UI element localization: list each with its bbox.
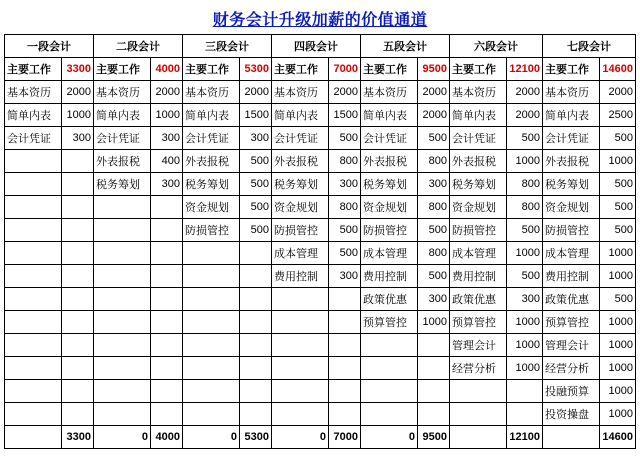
cell-value-c4-r1: 7000 <box>329 58 361 81</box>
cell-label-c6-r9: 成本管理 <box>450 242 507 265</box>
cell-empty <box>183 403 240 426</box>
table-row <box>5 288 636 311</box>
cell-empty <box>94 311 151 334</box>
column-header-1: 一段会计 <box>5 35 94 58</box>
cell-label-c1-r3: 简单内表 <box>5 104 62 127</box>
cell-empty <box>5 334 62 357</box>
cell-empty <box>272 311 329 334</box>
cell-value-c6-r9: 1000 <box>507 242 543 265</box>
cell-empty <box>450 380 507 403</box>
cell-empty <box>418 380 450 403</box>
cell-value-c4-r2: 2000 <box>329 81 361 104</box>
cell-empty <box>240 265 272 288</box>
cell-label-c7-r10: 费用控制 <box>543 265 600 288</box>
cell-value-c7-r3: 2500 <box>600 104 636 127</box>
column-header-4: 四段会计 <box>272 35 361 58</box>
cell-value-c7-r16: 1000 <box>600 403 636 426</box>
cell-label-c2-r6: 税务筹划 <box>94 173 151 196</box>
cell-value-c2-r6: 300 <box>151 173 183 196</box>
cell-empty <box>450 403 507 426</box>
cell-label-c7-r11: 政策优惠 <box>543 288 600 311</box>
title-bar <box>0 0 640 34</box>
cell-label-c7-r9: 成本管理 <box>543 242 600 265</box>
total-zero-1: 0 <box>94 426 151 449</box>
cell-value-c5-r6: 300 <box>418 173 450 196</box>
cell-empty <box>5 196 62 219</box>
table-total-row <box>5 426 636 449</box>
cell-value-c7-r8: 500 <box>600 219 636 242</box>
table-row <box>5 242 636 265</box>
cell-label-c3-r1: 主要工作 <box>183 58 240 81</box>
cell-label-c7-r2: 基本资历 <box>543 81 600 104</box>
cell-value-c3-r6: 500 <box>240 173 272 196</box>
cell-empty <box>94 357 151 380</box>
cell-value-c3-r3: 1500 <box>240 104 272 127</box>
cell-empty <box>62 265 94 288</box>
cell-value-c3-r1: 5300 <box>240 58 272 81</box>
cell-value-c7-r13: 1000 <box>600 334 636 357</box>
cell-empty <box>329 380 361 403</box>
table-row <box>5 150 636 173</box>
cell-label-c4-r8: 防损管控 <box>272 219 329 242</box>
cell-label-c2-r3: 简单内表 <box>94 104 151 127</box>
column-header-7: 七段会计 <box>543 35 636 58</box>
cell-empty <box>151 334 183 357</box>
cell-label-c5-r2: 基本资历 <box>361 81 418 104</box>
cell-empty <box>329 311 361 334</box>
cell-label-c6-r1: 主要工作 <box>450 58 507 81</box>
cell-value-c4-r3: 1500 <box>329 104 361 127</box>
column-header-6: 六段会计 <box>450 35 543 58</box>
cell-empty <box>183 334 240 357</box>
cell-label-c5-r7: 资金规划 <box>361 196 418 219</box>
cell-value-c5-r2: 2000 <box>418 81 450 104</box>
cell-empty <box>62 150 94 173</box>
cell-empty <box>183 288 240 311</box>
total-value-c3: 5300 <box>240 426 272 449</box>
cell-value-c7-r5: 1000 <box>600 150 636 173</box>
cell-empty <box>62 196 94 219</box>
cell-empty <box>5 173 62 196</box>
cell-label-c5-r12: 预算管控 <box>361 311 418 334</box>
cell-empty <box>240 334 272 357</box>
table-row <box>5 196 636 219</box>
cell-empty <box>62 311 94 334</box>
table-row <box>5 219 636 242</box>
cell-value-c7-r9: 1000 <box>600 242 636 265</box>
cell-label-c4-r9: 成本管理 <box>272 242 329 265</box>
cell-empty <box>240 242 272 265</box>
cell-empty <box>62 334 94 357</box>
cell-empty <box>418 357 450 380</box>
cell-label-c7-r7: 资金规划 <box>543 196 600 219</box>
cell-value-c6-r12: 1000 <box>507 311 543 334</box>
cell-value-c6-r8: 500 <box>507 219 543 242</box>
total-zero-2: 0 <box>183 426 240 449</box>
cell-value-c4-r8: 500 <box>329 219 361 242</box>
cell-value-c5-r4: 500 <box>418 127 450 150</box>
cell-value-c4-r7: 800 <box>329 196 361 219</box>
cell-empty <box>151 380 183 403</box>
table-row <box>5 311 636 334</box>
cell-value-c7-r12: 1000 <box>600 311 636 334</box>
cell-label-c6-r12: 预算管控 <box>450 311 507 334</box>
cell-empty <box>183 265 240 288</box>
cell-label-c3-r6: 税务筹划 <box>183 173 240 196</box>
cell-empty <box>62 219 94 242</box>
cell-label-c7-r8: 防损管控 <box>543 219 600 242</box>
cell-empty <box>183 242 240 265</box>
cell-label-c7-r5: 外表报税 <box>543 150 600 173</box>
cell-value-c6-r4: 500 <box>507 127 543 150</box>
cell-empty <box>94 242 151 265</box>
cell-value-c7-r6: 500 <box>600 173 636 196</box>
cell-value-c1-r2: 2000 <box>62 81 94 104</box>
cell-label-c3-r4: 会计凭证 <box>183 127 240 150</box>
cell-value-c6-r7: 800 <box>507 196 543 219</box>
table-row <box>5 104 636 127</box>
table-row <box>5 81 636 104</box>
cell-label-c5-r11: 政策优惠 <box>361 288 418 311</box>
cell-empty <box>151 265 183 288</box>
cell-empty <box>240 311 272 334</box>
cell-label-c7-r1: 主要工作 <box>543 58 600 81</box>
total-value-c7: 14600 <box>600 426 636 449</box>
cell-empty <box>5 311 62 334</box>
cell-label-c2-r4: 会计凭证 <box>94 127 151 150</box>
cell-empty <box>62 288 94 311</box>
cell-empty <box>361 334 418 357</box>
cell-label-c6-r11: 政策优惠 <box>450 288 507 311</box>
cell-empty <box>62 357 94 380</box>
cell-empty <box>240 403 272 426</box>
cell-empty <box>151 288 183 311</box>
cell-label-c7-r15: 投融预算 <box>543 380 600 403</box>
cell-value-c5-r11: 300 <box>418 288 450 311</box>
cell-empty <box>418 334 450 357</box>
cell-value-c2-r1: 4000 <box>151 58 183 81</box>
cell-value-c7-r1: 14600 <box>600 58 636 81</box>
cell-label-c4-r6: 税务筹划 <box>272 173 329 196</box>
cell-label-c4-r4: 会计凭证 <box>272 127 329 150</box>
cell-label-c6-r10: 费用控制 <box>450 265 507 288</box>
cell-label-c2-r2: 基本资历 <box>94 81 151 104</box>
cell-empty <box>5 219 62 242</box>
cell-label-c4-r7: 资金规划 <box>272 196 329 219</box>
page-title: 财务会计升级加薪的价值通道 <box>212 12 428 29</box>
cell-value-c7-r14: 1000 <box>600 357 636 380</box>
cell-value-c1-r1: 3300 <box>62 58 94 81</box>
cell-label-c4-r5: 外表报税 <box>272 150 329 173</box>
cell-value-c1-r3: 1000 <box>62 104 94 127</box>
column-header-3: 三段会计 <box>183 35 272 58</box>
total-spacer-6 <box>543 426 600 449</box>
cell-label-c2-r1: 主要工作 <box>94 58 151 81</box>
total-zero-3: 0 <box>272 426 329 449</box>
cell-label-c3-r5: 外表报税 <box>183 150 240 173</box>
cell-label-c5-r1: 主要工作 <box>361 58 418 81</box>
cell-label-c6-r8: 防损管控 <box>450 219 507 242</box>
cell-label-c1-r2: 基本资历 <box>5 81 62 104</box>
cell-empty <box>5 242 62 265</box>
cell-value-c2-r5: 400 <box>151 150 183 173</box>
cell-empty <box>361 403 418 426</box>
cell-empty <box>151 403 183 426</box>
cell-value-c7-r10: 1000 <box>600 265 636 288</box>
cell-value-c6-r14: 1000 <box>507 357 543 380</box>
cell-label-c6-r5: 外表报税 <box>450 150 507 173</box>
cell-empty <box>94 380 151 403</box>
cell-value-c6-r6: 800 <box>507 173 543 196</box>
table-row <box>5 380 636 403</box>
cell-empty <box>272 288 329 311</box>
total-spacer-5 <box>450 426 507 449</box>
cell-value-c4-r9: 500 <box>329 242 361 265</box>
cell-empty <box>361 380 418 403</box>
cell-empty <box>151 242 183 265</box>
cell-value-c5-r10: 500 <box>418 265 450 288</box>
cell-value-c6-r2: 2000 <box>507 81 543 104</box>
cell-value-c2-r3: 1000 <box>151 104 183 127</box>
cell-value-c7-r7: 500 <box>600 196 636 219</box>
cell-empty <box>94 403 151 426</box>
cell-value-c5-r12: 1000 <box>418 311 450 334</box>
cell-value-c1-r4: 300 <box>62 127 94 150</box>
cell-label-c5-r9: 成本管理 <box>361 242 418 265</box>
cell-empty <box>151 311 183 334</box>
cell-value-c4-r5: 800 <box>329 150 361 173</box>
cell-label-c6-r2: 基本资历 <box>450 81 507 104</box>
cell-value-c3-r2: 2000 <box>240 81 272 104</box>
cell-empty <box>5 403 62 426</box>
cell-label-c1-r4: 会计凭证 <box>5 127 62 150</box>
cell-value-c5-r9: 800 <box>418 242 450 265</box>
cell-label-c7-r16: 投资操盘 <box>543 403 600 426</box>
cell-value-c2-r4: 300 <box>151 127 183 150</box>
cell-label-c6-r4: 会计凭证 <box>450 127 507 150</box>
cell-empty <box>507 403 543 426</box>
cell-empty <box>240 288 272 311</box>
cell-value-c5-r1: 9500 <box>418 58 450 81</box>
cell-label-c4-r2: 基本资历 <box>272 81 329 104</box>
cell-empty <box>418 403 450 426</box>
cell-label-c7-r6: 税务筹划 <box>543 173 600 196</box>
cell-empty <box>94 219 151 242</box>
table-row <box>5 334 636 357</box>
cell-empty <box>329 334 361 357</box>
cell-value-c7-r11: 500 <box>600 288 636 311</box>
column-header-5: 五段会计 <box>361 35 450 58</box>
cell-label-c7-r4: 会计凭证 <box>543 127 600 150</box>
cell-value-c6-r10: 500 <box>507 265 543 288</box>
cell-empty <box>62 380 94 403</box>
cell-label-c6-r3: 简单内表 <box>450 104 507 127</box>
cell-value-c4-r6: 300 <box>329 173 361 196</box>
table-row <box>5 265 636 288</box>
total-value-c1: 3300 <box>62 426 94 449</box>
total-value-c2: 4000 <box>151 426 183 449</box>
cell-empty <box>272 380 329 403</box>
cell-empty <box>183 311 240 334</box>
cell-label-c7-r3: 简单内表 <box>543 104 600 127</box>
cell-empty <box>272 403 329 426</box>
cell-value-c4-r4: 500 <box>329 127 361 150</box>
cell-empty <box>329 403 361 426</box>
cell-empty <box>183 380 240 403</box>
total-value-c6: 12100 <box>507 426 543 449</box>
column-header-2: 二段会计 <box>94 35 183 58</box>
cell-empty <box>62 173 94 196</box>
total-value-c5: 9500 <box>418 426 450 449</box>
total-value-c4: 7000 <box>329 426 361 449</box>
cell-label-c5-r4: 会计凭证 <box>361 127 418 150</box>
cell-value-c7-r4: 500 <box>600 127 636 150</box>
table-row <box>5 127 636 150</box>
cell-empty <box>5 150 62 173</box>
total-zero-4: 0 <box>361 426 418 449</box>
cell-value-c3-r8: 500 <box>240 219 272 242</box>
cell-empty <box>94 288 151 311</box>
cell-label-c1-r1: 主要工作 <box>5 58 62 81</box>
cell-empty <box>151 219 183 242</box>
cell-label-c5-r3: 简单内表 <box>361 104 418 127</box>
cell-label-c4-r10: 费用控制 <box>272 265 329 288</box>
cell-value-c7-r15: 1000 <box>600 380 636 403</box>
table-row <box>5 58 636 81</box>
cell-value-c6-r11: 300 <box>507 288 543 311</box>
cell-empty <box>507 380 543 403</box>
cell-label-c6-r14: 经营分析 <box>450 357 507 380</box>
table-header-row <box>5 35 636 58</box>
cell-empty <box>151 196 183 219</box>
cell-label-c5-r8: 防损管控 <box>361 219 418 242</box>
cell-label-c3-r7: 资金规划 <box>183 196 240 219</box>
cell-empty <box>94 196 151 219</box>
cell-value-c4-r10: 300 <box>329 265 361 288</box>
cell-value-c5-r3: 2000 <box>418 104 450 127</box>
cell-value-c6-r5: 1000 <box>507 150 543 173</box>
cell-empty <box>183 357 240 380</box>
cell-empty <box>272 334 329 357</box>
cell-value-c2-r2: 2000 <box>151 81 183 104</box>
cell-label-c6-r13: 管理会计 <box>450 334 507 357</box>
cell-empty <box>94 334 151 357</box>
cell-value-c6-r13: 1000 <box>507 334 543 357</box>
cell-value-c5-r5: 800 <box>418 150 450 173</box>
cell-value-c3-r4: 300 <box>240 127 272 150</box>
cell-value-c6-r3: 2000 <box>507 104 543 127</box>
cell-value-c6-r1: 12100 <box>507 58 543 81</box>
cell-empty <box>361 357 418 380</box>
cell-label-c7-r13: 管理会计 <box>543 334 600 357</box>
cell-empty <box>5 380 62 403</box>
cell-empty <box>240 380 272 403</box>
total-label-empty <box>5 426 62 449</box>
cell-label-c3-r8: 防损管控 <box>183 219 240 242</box>
cell-label-c3-r2: 基本资历 <box>183 81 240 104</box>
cell-empty <box>62 242 94 265</box>
cell-label-c6-r7: 资金规划 <box>450 196 507 219</box>
cell-value-c5-r7: 800 <box>418 196 450 219</box>
cell-label-c5-r6: 税务筹划 <box>361 173 418 196</box>
cell-empty <box>240 357 272 380</box>
cell-empty <box>329 357 361 380</box>
cell-label-c2-r5: 外表报税 <box>94 150 151 173</box>
table-row <box>5 403 636 426</box>
table-row <box>5 357 636 380</box>
cell-label-c5-r10: 费用控制 <box>361 265 418 288</box>
cell-empty <box>62 403 94 426</box>
cell-label-c3-r3: 简单内表 <box>183 104 240 127</box>
cell-value-c7-r2: 2000 <box>600 81 636 104</box>
cell-empty <box>151 357 183 380</box>
cell-label-c7-r12: 预算管控 <box>543 311 600 334</box>
cell-label-c4-r3: 简单内表 <box>272 104 329 127</box>
cell-label-c4-r1: 主要工作 <box>272 58 329 81</box>
cell-empty <box>5 357 62 380</box>
table-row <box>5 173 636 196</box>
cell-value-c5-r8: 500 <box>418 219 450 242</box>
cell-empty <box>272 357 329 380</box>
cell-empty <box>94 265 151 288</box>
cell-empty <box>5 265 62 288</box>
cell-empty <box>5 288 62 311</box>
cell-empty <box>329 288 361 311</box>
value-channel-table <box>4 34 636 449</box>
cell-value-c3-r5: 500 <box>240 150 272 173</box>
cell-value-c3-r7: 500 <box>240 196 272 219</box>
cell-label-c5-r5: 外表报税 <box>361 150 418 173</box>
cell-label-c7-r14: 经营分析 <box>543 357 600 380</box>
cell-label-c6-r6: 税务筹划 <box>450 173 507 196</box>
